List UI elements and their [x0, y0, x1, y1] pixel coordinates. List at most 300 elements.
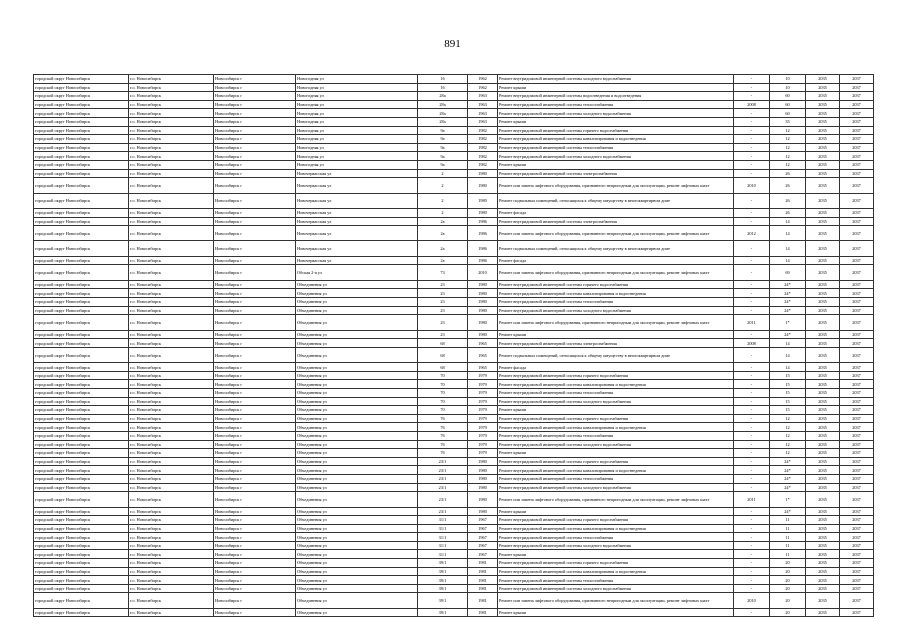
quantity-cell: 11 — [770, 516, 806, 525]
house-number-cell: 23/1 — [418, 507, 468, 516]
municipality-cell: городской округ Новосибирск — [34, 567, 129, 576]
work-type-cell: Ремонт или замена лифтового оборудования, признанного непригодным для эксплуатации, ремонт лифтовых шахт — [498, 226, 734, 241]
municipality-cell: городской округ Новосибирск — [34, 541, 129, 550]
city-cell: Новосибирск г — [214, 178, 296, 193]
municipality-cell: городской округ Новосибирск — [34, 152, 129, 161]
house-number-cell: 2а — [418, 217, 468, 226]
table-row — [34, 280, 874, 289]
build-year-cell: 1980 — [468, 193, 498, 208]
quantity-cell: 12 — [770, 431, 806, 440]
house-number-cell: 2а — [418, 256, 468, 265]
municipality-cell: городской округ Новосибирск — [34, 226, 129, 241]
build-year-cell: 1963 — [468, 92, 498, 101]
start-year-cell: 2035 — [806, 363, 840, 372]
settlement-cell: г.о. Новосибирск — [129, 109, 214, 118]
work-type-cell: Ремонт фасада — [498, 208, 734, 217]
last-repair-year-cell: - — [734, 440, 770, 449]
street-cell: Новочеркасская ул — [296, 241, 418, 256]
quantity-cell: 24* — [770, 466, 806, 475]
end-year-cell: 2037 — [840, 457, 874, 466]
end-year-cell: 2037 — [840, 516, 874, 525]
house-number-cell: 9а — [418, 135, 468, 144]
house-number-cell: 31/1 — [418, 541, 468, 550]
quantity-cell: 20 — [770, 584, 806, 593]
house-number-cell: 28а — [418, 117, 468, 126]
build-year-cell: 1967 — [468, 541, 498, 550]
quantity-cell: 20 — [770, 608, 806, 617]
table-row — [34, 516, 874, 525]
build-year-cell: 1981 — [468, 567, 498, 576]
house-number-cell: 68 — [418, 339, 468, 348]
table-row — [34, 431, 874, 440]
start-year-cell: 2035 — [806, 608, 840, 617]
settlement-cell: г.о. Новосибирск — [129, 135, 214, 144]
start-year-cell: 2035 — [806, 449, 840, 458]
house-number-cell: 39/1 — [418, 584, 468, 593]
settlement-cell: г.о. Новосибирск — [129, 449, 214, 458]
end-year-cell: 2037 — [840, 524, 874, 533]
start-year-cell: 2035 — [806, 457, 840, 466]
table-row — [34, 152, 874, 161]
work-type-cell: Ремонт подвальных помещений, относящихся к общему имуществу в многоквартирном доме — [498, 241, 734, 256]
build-year-cell: 1986 — [468, 256, 498, 265]
settlement-cell: г.о. Новосибирск — [129, 126, 214, 135]
house-number-cell: 70 — [418, 406, 468, 415]
street-cell: Объединения ул — [296, 315, 418, 330]
work-type-cell: Ремонт внутридомовой инженерной системы горячего водоснабжения — [498, 126, 734, 135]
municipality-cell: городской округ Новосибирск — [34, 83, 129, 92]
street-cell: Новогодняя ул — [296, 117, 418, 126]
quantity-cell: 35 — [770, 117, 806, 126]
municipality-cell: городской округ Новосибирск — [34, 169, 129, 178]
work-type-cell: Ремонт внутридомовой инженерной системы канализирования и водоотведения — [498, 423, 734, 432]
quantity-cell: 26 — [770, 169, 806, 178]
start-year-cell: 2035 — [806, 143, 840, 152]
table-row — [34, 380, 874, 389]
quantity-cell: 20 — [770, 559, 806, 568]
house-number-cell: 31/1 — [418, 524, 468, 533]
quantity-cell: 24* — [770, 507, 806, 516]
table-row — [34, 100, 874, 109]
house-number-cell: 9а — [418, 160, 468, 169]
work-type-cell: Ремонт внутридомовой инженерной системы электроснабжения — [498, 339, 734, 348]
build-year-cell: 1982 — [468, 135, 498, 144]
municipality-cell: городской округ Новосибирск — [34, 507, 129, 516]
settlement-cell: г.о. Новосибирск — [129, 457, 214, 466]
page-number: 891 — [444, 38, 461, 50]
street-cell: Объединения ул — [296, 550, 418, 559]
last-repair-year-cell: - — [734, 152, 770, 161]
build-year-cell: 1981 — [468, 584, 498, 593]
build-year-cell: 1965 — [468, 363, 498, 372]
street-cell: Объединения ул — [296, 593, 418, 608]
end-year-cell: 2037 — [840, 440, 874, 449]
street-cell: Новогодняя ул — [296, 160, 418, 169]
end-year-cell: 2037 — [840, 306, 874, 315]
quantity-cell: 20 — [770, 576, 806, 585]
municipality-cell: городской округ Новосибирск — [34, 241, 129, 256]
quantity-cell: 24* — [770, 483, 806, 492]
street-cell: Объединения ул — [296, 541, 418, 550]
settlement-cell: г.о. Новосибирск — [129, 414, 214, 423]
build-year-cell: 1980 — [468, 466, 498, 475]
build-year-cell: 1979 — [468, 397, 498, 406]
work-type-cell: Ремонт внутридомовой инженерной системы горячего водоснабжения — [498, 559, 734, 568]
work-type-cell: Ремонт внутридомовой инженерной системы канализирования и водоотведения — [498, 289, 734, 298]
street-cell: Новочеркасская ул — [296, 169, 418, 178]
work-type-cell: Ремонт внутридомовой инженерной системы канализирования и водоотведения — [498, 466, 734, 475]
table-row — [34, 160, 874, 169]
end-year-cell: 2037 — [840, 169, 874, 178]
municipality-cell: городской округ Новосибирск — [34, 193, 129, 208]
build-year-cell: 1980 — [468, 330, 498, 339]
city-cell: Новосибирск г — [214, 576, 296, 585]
start-year-cell: 2035 — [806, 169, 840, 178]
city-cell: Новосибирск г — [214, 524, 296, 533]
settlement-cell: г.о. Новосибирск — [129, 256, 214, 265]
house-number-cell: 23 — [418, 306, 468, 315]
house-number-cell: 16 — [418, 83, 468, 92]
city-cell: Новосибирск г — [214, 474, 296, 483]
last-repair-year-cell: - — [734, 559, 770, 568]
table-row — [34, 593, 874, 608]
table-row — [34, 423, 874, 432]
house-number-cell: 23/1 — [418, 474, 468, 483]
table-row — [34, 507, 874, 516]
start-year-cell: 2035 — [806, 466, 840, 475]
city-cell: Новосибирск г — [214, 397, 296, 406]
street-cell: Новогодняя ул — [296, 135, 418, 144]
city-cell: Новосибирск г — [214, 431, 296, 440]
city-cell: Новосибирск г — [214, 380, 296, 389]
start-year-cell: 2035 — [806, 178, 840, 193]
build-year-cell: 1967 — [468, 516, 498, 525]
start-year-cell: 2035 — [806, 339, 840, 348]
build-year-cell: 1980 — [468, 492, 498, 507]
house-number-cell: 70 — [418, 380, 468, 389]
end-year-cell: 2037 — [840, 431, 874, 440]
quantity-cell: 14 — [770, 339, 806, 348]
work-type-cell: Ремонт крыши — [498, 117, 734, 126]
end-year-cell: 2037 — [840, 208, 874, 217]
city-cell: Новосибирск г — [214, 567, 296, 576]
last-repair-year-cell: - — [734, 92, 770, 101]
municipality-cell: городской округ Новосибирск — [34, 315, 129, 330]
house-number-cell: 23/1 — [418, 466, 468, 475]
work-type-cell: Ремонт крыши — [498, 550, 734, 559]
last-repair-year-cell: 2008 — [734, 339, 770, 348]
municipality-cell: городской округ Новосибирск — [34, 584, 129, 593]
house-number-cell: 9а — [418, 143, 468, 152]
municipality-cell: городской округ Новосибирск — [34, 306, 129, 315]
table-row — [34, 289, 874, 298]
last-repair-year-cell: - — [734, 256, 770, 265]
municipality-cell: городской округ Новосибирск — [34, 100, 129, 109]
table-row — [34, 576, 874, 585]
end-year-cell: 2037 — [840, 92, 874, 101]
build-year-cell: 1982 — [468, 126, 498, 135]
house-number-cell: 23 — [418, 289, 468, 298]
settlement-cell: г.о. Новосибирск — [129, 584, 214, 593]
street-cell: Новочеркасская ул — [296, 217, 418, 226]
house-number-cell: 2 — [418, 193, 468, 208]
table-row — [34, 265, 874, 280]
city-cell: Новосибирск г — [214, 414, 296, 423]
municipality-cell: городской округ Новосибирск — [34, 92, 129, 101]
last-repair-year-cell: - — [734, 567, 770, 576]
table-row — [34, 457, 874, 466]
settlement-cell: г.о. Новосибирск — [129, 160, 214, 169]
street-cell: Объединения ул — [296, 423, 418, 432]
start-year-cell: 2035 — [806, 576, 840, 585]
municipality-cell: городской округ Новосибирск — [34, 160, 129, 169]
table-row — [34, 109, 874, 118]
settlement-cell: г.о. Новосибирск — [129, 576, 214, 585]
settlement-cell: г.о. Новосибирск — [129, 83, 214, 92]
quantity-cell: 24* — [770, 306, 806, 315]
house-number-cell: 23 — [418, 298, 468, 307]
municipality-cell: городской округ Новосибирск — [34, 388, 129, 397]
house-number-cell: 68 — [418, 363, 468, 372]
table-row — [34, 567, 874, 576]
settlement-cell: г.о. Новосибирск — [129, 516, 214, 525]
start-year-cell: 2035 — [806, 474, 840, 483]
build-year-cell: 1962 — [468, 83, 498, 92]
municipality-cell: городской округ Новосибирск — [34, 593, 129, 608]
municipality-cell: городской округ Новосибирск — [34, 217, 129, 226]
work-type-cell: Ремонт внутридомовой инженерной системы теплоснабжения — [498, 298, 734, 307]
table-row — [34, 169, 874, 178]
municipality-cell: городской округ Новосибирск — [34, 414, 129, 423]
end-year-cell: 2037 — [840, 593, 874, 608]
street-cell: Объединения ул — [296, 440, 418, 449]
start-year-cell: 2035 — [806, 289, 840, 298]
end-year-cell: 2037 — [840, 315, 874, 330]
municipality-cell: городской округ Новосибирск — [34, 347, 129, 362]
street-cell: Объединения ул — [296, 363, 418, 372]
end-year-cell: 2037 — [840, 483, 874, 492]
municipality-cell: городской округ Новосибирск — [34, 423, 129, 432]
settlement-cell: г.о. Новосибирск — [129, 593, 214, 608]
settlement-cell: г.о. Новосибирск — [129, 339, 214, 348]
street-cell: Новочеркасская ул — [296, 178, 418, 193]
table-row — [34, 75, 874, 84]
quantity-cell: 11 — [770, 541, 806, 550]
settlement-cell: г.о. Новосибирск — [129, 330, 214, 339]
quantity-cell: 12 — [770, 152, 806, 161]
city-cell: Новосибирск г — [214, 593, 296, 608]
last-repair-year-cell: - — [734, 330, 770, 339]
city-cell: Новосибирск г — [214, 306, 296, 315]
quantity-cell: 12 — [770, 423, 806, 432]
start-year-cell: 2035 — [806, 380, 840, 389]
quantity-cell: 14 — [770, 363, 806, 372]
last-repair-year-cell: - — [734, 298, 770, 307]
settlement-cell: г.о. Новосибирск — [129, 431, 214, 440]
municipality-cell: городской округ Новосибирск — [34, 550, 129, 559]
start-year-cell: 2035 — [806, 241, 840, 256]
end-year-cell: 2037 — [840, 559, 874, 568]
build-year-cell: 1963 — [468, 117, 498, 126]
end-year-cell: 2037 — [840, 363, 874, 372]
quantity-cell: 15 — [770, 406, 806, 415]
build-year-cell: 1981 — [468, 593, 498, 608]
city-cell: Новосибирск г — [214, 406, 296, 415]
municipality-cell: городской округ Новосибирск — [34, 256, 129, 265]
last-repair-year-cell: - — [734, 208, 770, 217]
work-type-cell: Ремонт подвальных помещений, относящихся к общему имуществу в многоквартирном доме — [498, 193, 734, 208]
municipality-cell: городской округ Новосибирск — [34, 608, 129, 617]
city-cell: Новосибирск г — [214, 92, 296, 101]
house-number-cell: 39/1 — [418, 593, 468, 608]
end-year-cell: 2037 — [840, 117, 874, 126]
end-year-cell: 2037 — [840, 217, 874, 226]
last-repair-year-cell: - — [734, 289, 770, 298]
house-number-cell: 23/1 — [418, 483, 468, 492]
build-year-cell: 1967 — [468, 550, 498, 559]
work-type-cell: Ремонт крыши — [498, 160, 734, 169]
table-row — [34, 135, 874, 144]
last-repair-year-cell: - — [734, 117, 770, 126]
last-repair-year-cell: - — [734, 423, 770, 432]
city-cell: Новосибирск г — [214, 507, 296, 516]
end-year-cell: 2037 — [840, 143, 874, 152]
street-cell: Новогодняя ул — [296, 75, 418, 84]
city-cell: Новосибирск г — [214, 226, 296, 241]
last-repair-year-cell: - — [734, 280, 770, 289]
end-year-cell: 2037 — [840, 474, 874, 483]
start-year-cell: 2035 — [806, 550, 840, 559]
work-type-cell: Ремонт внутридомовой инженерной системы холодного водоснабжения — [498, 483, 734, 492]
work-type-cell: Ремонт крыши — [498, 449, 734, 458]
municipality-cell: городской округ Новосибирск — [34, 466, 129, 475]
last-repair-year-cell: - — [734, 516, 770, 525]
start-year-cell: 2035 — [806, 492, 840, 507]
start-year-cell: 2035 — [806, 397, 840, 406]
city-cell: Новосибирск г — [214, 135, 296, 144]
settlement-cell: г.о. Новосибирск — [129, 217, 214, 226]
municipality-cell: городской округ Новосибирск — [34, 339, 129, 348]
last-repair-year-cell: - — [734, 466, 770, 475]
house-number-cell: 31/1 — [418, 533, 468, 542]
build-year-cell: 1982 — [468, 143, 498, 152]
end-year-cell: 2037 — [840, 193, 874, 208]
start-year-cell: 2035 — [806, 524, 840, 533]
settlement-cell: г.о. Новосибирск — [129, 178, 214, 193]
house-number-cell: 76 — [418, 440, 468, 449]
build-year-cell: 1980 — [468, 315, 498, 330]
table-row — [34, 217, 874, 226]
street-cell: Объединения ул — [296, 483, 418, 492]
last-repair-year-cell: - — [734, 75, 770, 84]
street-cell: Объединения ул — [296, 474, 418, 483]
table-row — [34, 306, 874, 315]
table-row — [34, 226, 874, 241]
settlement-cell: г.о. Новосибирск — [129, 298, 214, 307]
table-row — [34, 339, 874, 348]
start-year-cell: 2035 — [806, 152, 840, 161]
city-cell: Новосибирск г — [214, 75, 296, 84]
build-year-cell: 2010 — [468, 265, 498, 280]
city-cell: Новосибирск г — [214, 550, 296, 559]
house-number-cell: 2а — [418, 241, 468, 256]
municipality-cell: городской округ Новосибирск — [34, 449, 129, 458]
start-year-cell: 2035 — [806, 298, 840, 307]
work-type-cell: Ремонт или замена лифтового оборудования, признанного непригодным для эксплуатации, ремонт лифтовых шахт — [498, 593, 734, 608]
street-cell: Объединения ул — [296, 516, 418, 525]
settlement-cell: г.о. Новосибирск — [129, 492, 214, 507]
city-cell: Новосибирск г — [214, 280, 296, 289]
work-type-cell: Ремонт внутридомовой инженерной системы канализирования и водоотведения — [498, 135, 734, 144]
city-cell: Новосибирск г — [214, 256, 296, 265]
house-number-cell: 2 — [418, 178, 468, 193]
build-year-cell: 1979 — [468, 414, 498, 423]
end-year-cell: 2037 — [840, 75, 874, 84]
quantity-cell: 20 — [770, 567, 806, 576]
last-repair-year-cell: - — [734, 241, 770, 256]
work-type-cell: Ремонт внутридомовой инженерной системы теплоснабжения — [498, 474, 734, 483]
city-cell: Новосибирск г — [214, 143, 296, 152]
end-year-cell: 2037 — [840, 100, 874, 109]
last-repair-year-cell: - — [734, 524, 770, 533]
work-type-cell: Ремонт подвальных помещений, относящихся к общему имуществу в многоквартирном доме — [498, 347, 734, 362]
build-year-cell: 1979 — [468, 371, 498, 380]
quantity-cell: 11 — [770, 533, 806, 542]
municipality-cell: городской округ Новосибирск — [34, 533, 129, 542]
quantity-cell: 14 — [770, 241, 806, 256]
house-number-cell: 76 — [418, 414, 468, 423]
last-repair-year-cell: - — [734, 306, 770, 315]
municipality-cell: городской округ Новосибирск — [34, 524, 129, 533]
start-year-cell: 2035 — [806, 100, 840, 109]
build-year-cell: 1979 — [468, 440, 498, 449]
quantity-cell: 15 — [770, 388, 806, 397]
build-year-cell: 1979 — [468, 380, 498, 389]
work-type-cell: Ремонт внутридомовой инженерной системы горячего водоснабжения — [498, 516, 734, 525]
street-cell: Новогодняя ул — [296, 109, 418, 118]
work-type-cell: Ремонт внутридомовой инженерной системы теплоснабжения — [498, 576, 734, 585]
quantity-cell: 11 — [770, 550, 806, 559]
table-row — [34, 363, 874, 372]
work-type-cell: Ремонт крыши — [498, 83, 734, 92]
start-year-cell: 2035 — [806, 347, 840, 362]
last-repair-year-cell: - — [734, 135, 770, 144]
house-number-cell: 28а — [418, 109, 468, 118]
street-cell: Объединения ул — [296, 533, 418, 542]
start-year-cell: 2035 — [806, 92, 840, 101]
end-year-cell: 2037 — [840, 567, 874, 576]
end-year-cell: 2037 — [840, 280, 874, 289]
municipality-cell: городской округ Новосибирск — [34, 75, 129, 84]
start-year-cell: 2035 — [806, 226, 840, 241]
work-type-cell: Ремонт крыши — [498, 330, 734, 339]
build-year-cell: 1981 — [468, 608, 498, 617]
house-number-cell: 39/1 — [418, 608, 468, 617]
table-row — [34, 143, 874, 152]
city-cell: Новосибирск г — [214, 440, 296, 449]
table-row — [34, 208, 874, 217]
table-row — [34, 83, 874, 92]
street-cell: Объединения ул — [296, 298, 418, 307]
end-year-cell: 2037 — [840, 380, 874, 389]
work-type-cell: Ремонт внутридомовой инженерной системы водоотведения и водоотведения — [498, 92, 734, 101]
build-year-cell: 1986 — [468, 226, 498, 241]
city-cell: Новосибирск г — [214, 516, 296, 525]
last-repair-year-cell: - — [734, 414, 770, 423]
municipality-cell: городской округ Новосибирск — [34, 371, 129, 380]
work-type-cell: Ремонт внутридомовой инженерной системы теплоснабжения — [498, 533, 734, 542]
settlement-cell: г.о. Новосибирск — [129, 541, 214, 550]
